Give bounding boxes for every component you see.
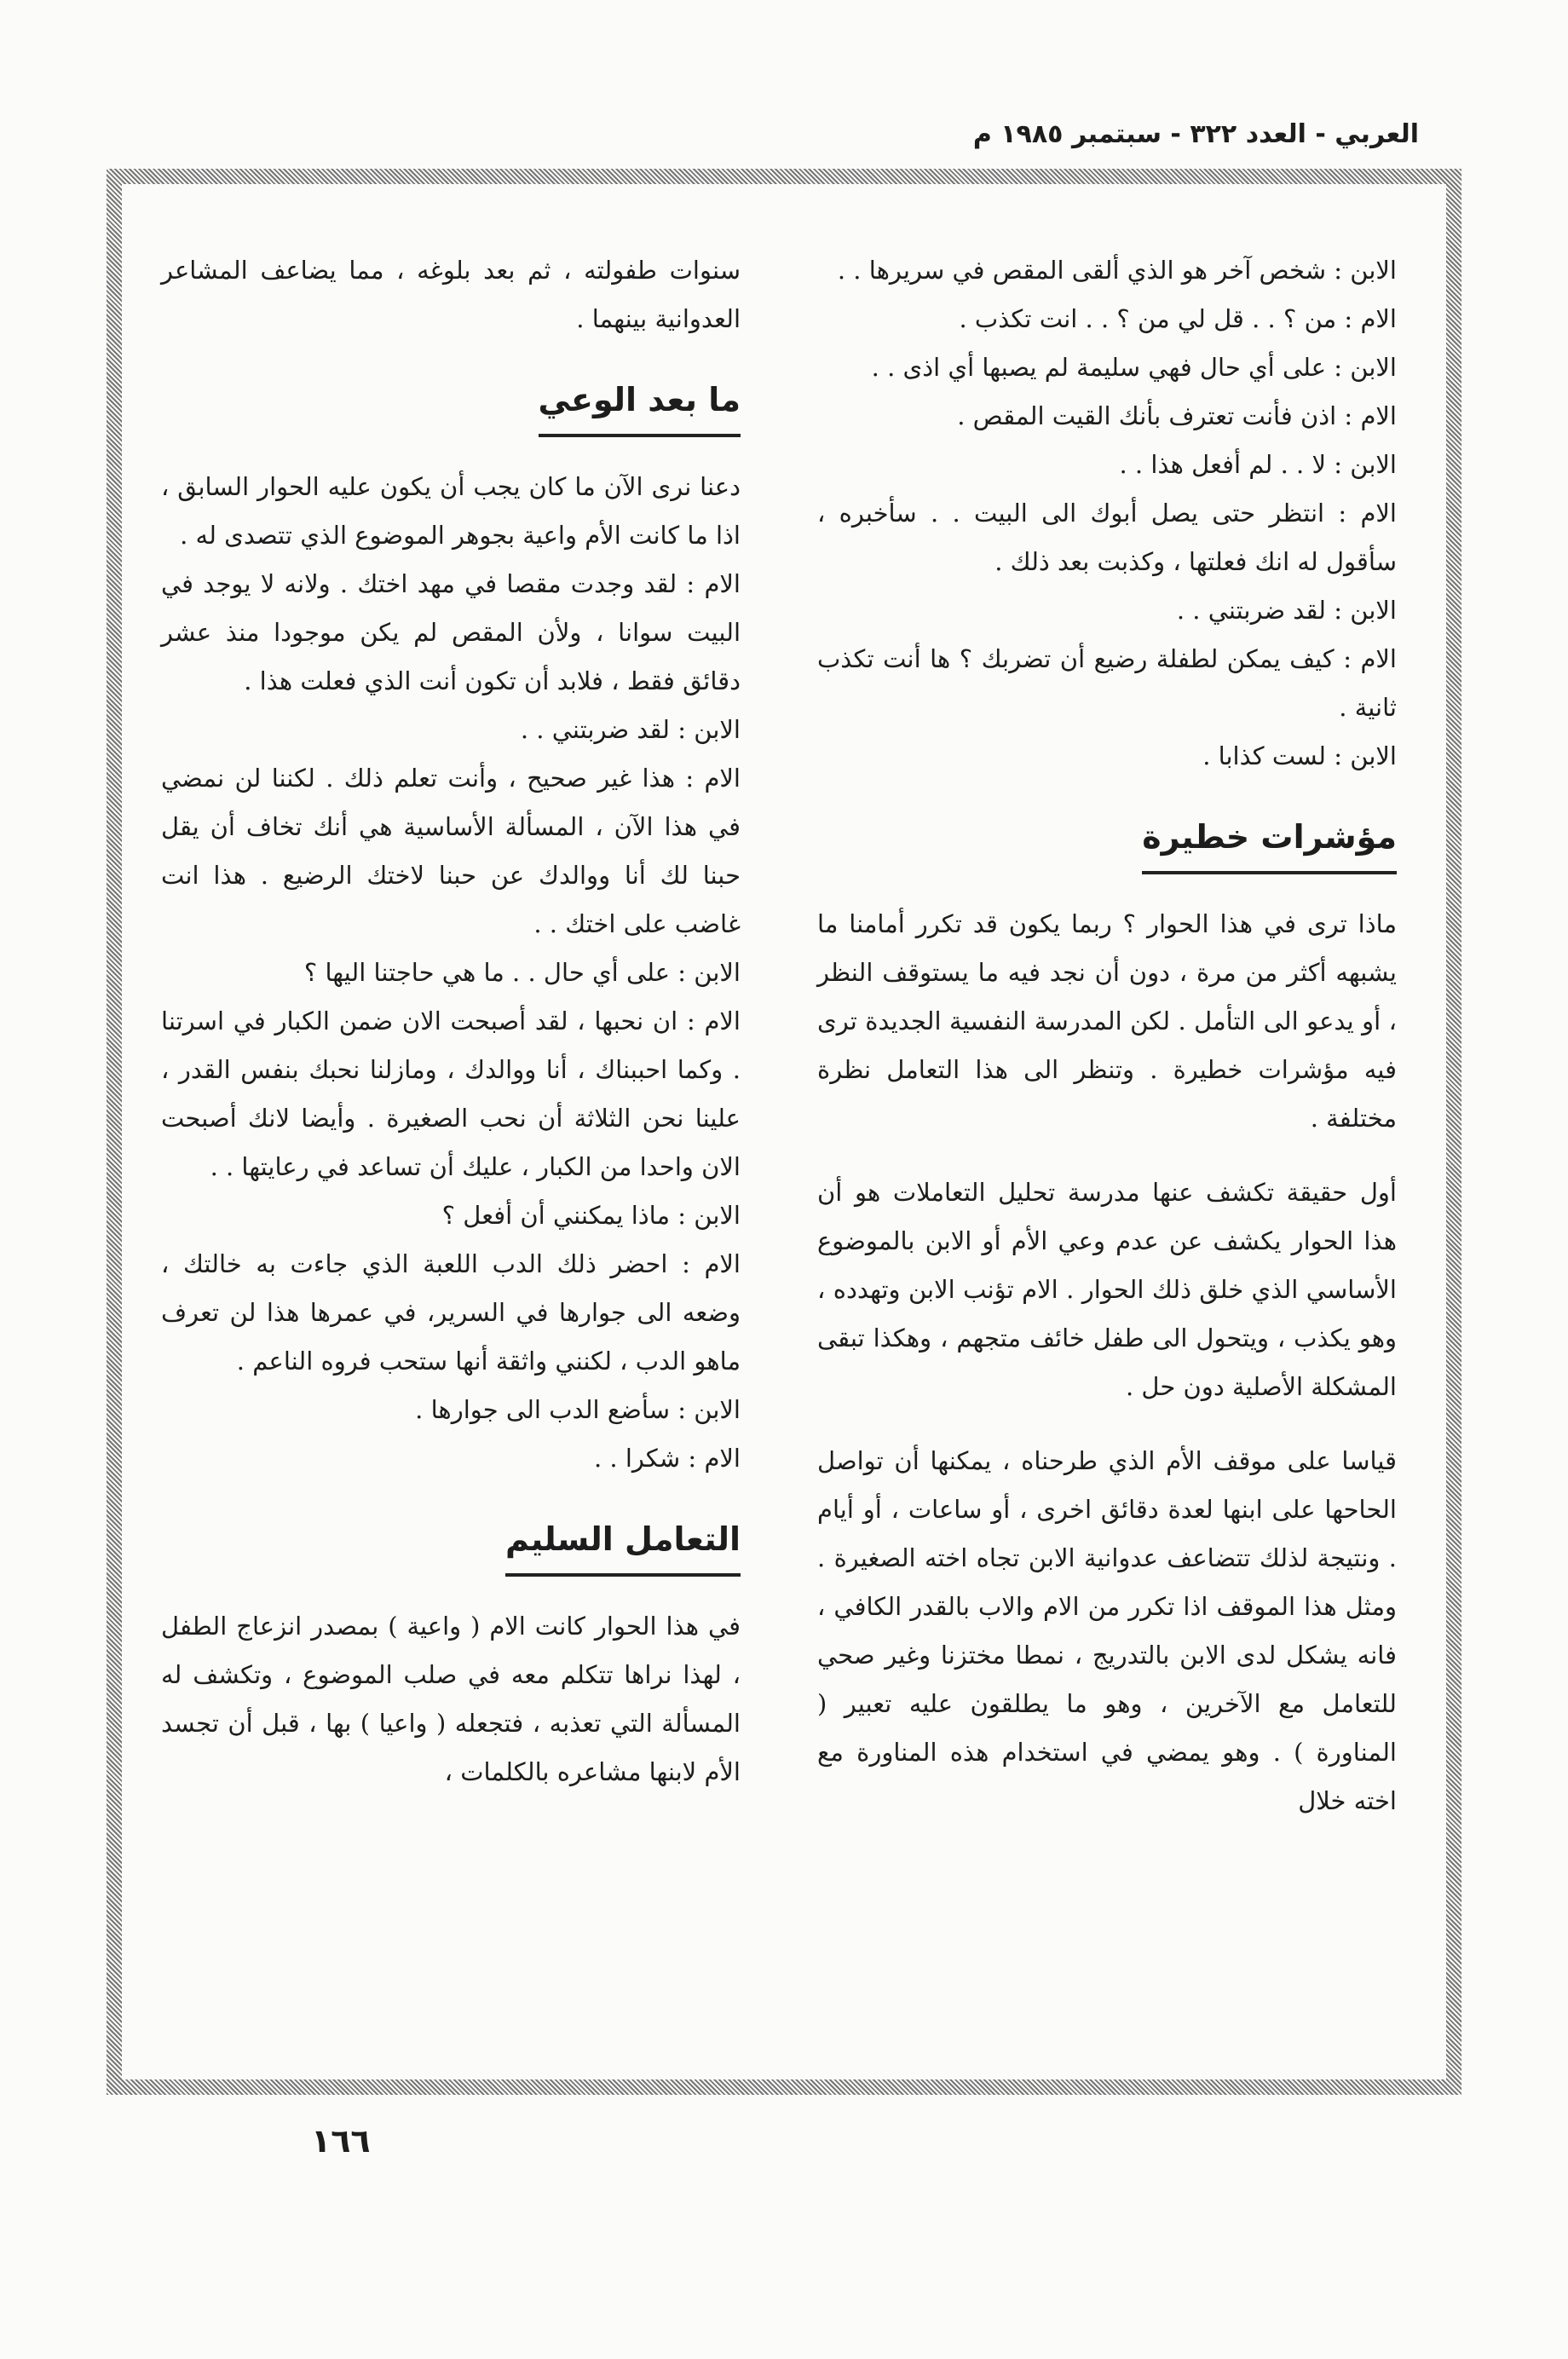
dialog-text: انتظر حتى يصل أبوك الى البيت . . سأخبره ، سأقول له انك فعلتها ، وكذبت بعد ذلك . (817, 499, 1397, 576)
dialog-line: الابن : ماذا يمكنني أن أفعل ؟ (441, 1201, 741, 1230)
running-header: العربي - العدد ٣٢٢ - سبتمبر ١٩٨٥ م (972, 119, 1419, 149)
speaker: الابن (694, 1395, 741, 1424)
speaker: الام (1360, 304, 1397, 333)
speaker: الام (704, 1249, 741, 1278)
dialog-line: الام : اذن فأنت تعترف بأنك القيت المقص . (957, 401, 1397, 430)
dialog-text: لست كذابا . (1202, 741, 1327, 770)
dialog-text: لقد ضربتني . . (1176, 596, 1327, 625)
speaker: الابن (1350, 256, 1397, 285)
speaker: الابن (1350, 596, 1397, 625)
section-heading: التعامل السليم (505, 1517, 741, 1577)
dialog-text: على أي حال فهي سليمة لم يصبها أي اذى . . (871, 353, 1327, 382)
speaker: الام (704, 1444, 741, 1473)
dialog-text: شخص آخر هو الذي ألقى المقص في سريرها . . (837, 256, 1327, 285)
speaker: الام (1360, 644, 1397, 673)
dialog-line: الام : من ؟ . . قل لي من ؟ . . انت تكذب . (959, 304, 1397, 333)
left-column (161, 246, 741, 1797)
dialog-text: كيف يمكن لطفلة رضيع أن تضربك ؟ ها أنت تكذب ثانية . (817, 644, 1397, 722)
section-heading-wrap (161, 1483, 741, 1602)
dialog-text: هذا غير صحيح ، وأنت تعلم ذلك . لكننا لن نمضي في هذا الآن ، المسألة الأساسية هي أنك تخاف أن يقل حبنا لك أنا ووالدك عن حبنا لاختك الرضيع . هذا انت غاضب على اختك . . (161, 764, 741, 938)
dialog-block-top (817, 246, 1397, 781)
dialog-text: من ؟ . . قل لي من ؟ . . انت تكذب . (959, 304, 1337, 333)
dialog-line: الام : شكرا . . (593, 1444, 741, 1473)
section-heading: مؤشرات خطيرة (1142, 815, 1397, 874)
speaker: الابن (1350, 450, 1397, 479)
paragraph: قياسا على موقف الأم الذي طرحناه ، يمكنها أن تواصل الحاحها على ابنها لعدة دقائق اخرى ، أو ساعات ، أو أيام . ونتيجة لذلك تتضاعف عدوانية الابن تجاه اخته الصغيرة . ومثل هذا الموقف اذا تكرر من الام والاب بالقدر الكافي ، فانه يشكل لدى الابن بالتدريج ، نمطا مختزنا وغير صحي للتعامل مع الآخرين ، وهو ما يطلقون عليه تعبير ( المناورة ) . وهو يمضي في استخدام هذه المناورة مع اخته خلال (817, 1446, 1397, 1815)
dialog-line: الابن : على أي حال فهي سليمة لم يصبها أي اذى . . (871, 353, 1397, 382)
dialog-line: الابن : لست كذابا . (1202, 741, 1397, 770)
section-heading-wrap (161, 343, 741, 463)
dialog-text: ماذا يمكنني أن أفعل ؟ (441, 1201, 671, 1230)
speaker: الام (1360, 401, 1397, 430)
dialog-line: الابن : شخص آخر هو الذي ألقى المقص في سريرها . . (837, 256, 1397, 285)
speaker: الام (704, 764, 741, 793)
dialog-line: الام : لقد وجدت مقصا في مهد اختك . ولانه لا يوجد في البيت سوانا ، ولأن المقص لم يكن موجودا منذ عشر دقائق فقط ، فلابد أن تكون أنت الذي فعلت هذا . (161, 569, 741, 695)
paragraph: أول حقيقة تكشف عنها مدرسة تحليل التعاملات هو أن هذا الحوار يكشف عن عدم وعي الأم أو الابن بالموضوع الأساسي الذي خلق ذلك الحوار . الام تؤنب الابن وتهدده ، وهو يكذب ، ويتحول الى طفل خائف متجهم ، وهكذا تبقى المشكلة الأصلية دون حل . (817, 1178, 1397, 1401)
paragraph: دعنا نرى الآن ما كان يجب أن يكون عليه الحوار السابق ، اذا ما كانت الأم واعية بجوهر الموضوع الذي تتصدى له . (161, 472, 741, 550)
dialog-text: سأضع الدب الى جوارها . (415, 1395, 671, 1424)
dialog-line: الام : كيف يمكن لطفلة رضيع أن تضربك ؟ ها أنت تكذب ثانية . (817, 644, 1397, 722)
dialog-line: الابن : لا . . لم أفعل هذا . . (1119, 450, 1397, 479)
dialog-text: احضر ذلك الدب اللعبة الذي جاءت به خالتك ، وضعه الى جوارها في السرير، في عمرها هذا لن تعرف ماهو الدب ، لكنني واثقة أنها ستحب فروه الناعم . (161, 1249, 741, 1376)
article-frame (107, 169, 1461, 2095)
page-number: ١٦٦ (311, 2122, 371, 2160)
speaker: الابن (694, 715, 741, 744)
article-body (137, 199, 1431, 2064)
paragraph: سنوات طفولته ، ثم بعد بلوغه ، مما يضاعف المشاعر العدوانية بينهما . (161, 256, 741, 333)
right-column (817, 246, 1397, 1825)
speaker: الام (704, 1006, 741, 1035)
paragraph: في هذا الحوار كانت الام ( واعية ) بمصدر انزعاج الطفل ، لهذا نراها تتكلم معه في صلب الموضوع ، وتكشف له المسألة التي تعذبه ، فتجعله ( واعيا ) بها ، قبل أن تجسد الأم لابنها مشاعره بالكلمات ، (161, 1612, 741, 1786)
section-heading: ما بعد الوعي (539, 378, 741, 437)
dialog-text: شكرا . . (593, 1444, 681, 1473)
dialog-line: الابن : سأضع الدب الى جوارها . (415, 1395, 741, 1424)
dialog-line: الام : انتظر حتى يصل أبوك الى البيت . . سأخبره ، سأقول له انك فعلتها ، وكذبت بعد ذلك . (817, 499, 1397, 576)
dialog-text: لقد وجدت مقصا في مهد اختك . ولانه لا يوجد في البيت سوانا ، ولأن المقص لم يكن موجودا منذ عشر دقائق فقط ، فلابد أن تكون أنت الذي فعلت هذا . (161, 569, 741, 695)
dialog-text: لا . . لم أفعل هذا . . (1119, 450, 1327, 479)
speaker: الابن (1350, 741, 1397, 770)
dialog-text: اذن فأنت تعترف بأنك القيت المقص . (957, 401, 1337, 430)
dialog-text: على أي حال . . ما هي حاجتنا اليها ؟ (303, 958, 671, 987)
dialog-line: الابن : على أي حال . . ما هي حاجتنا اليها ؟ (303, 958, 741, 987)
dialog-line: الابن : لقد ضربتني . . (1176, 596, 1397, 625)
speaker: الابن (694, 958, 741, 987)
dialog-line: الام : ان نحبها ، لقد أصبحت الان ضمن الكبار في اسرتنا . وكما احببناك ، أنا ووالدك ، ومازلنا نحبك بنفس القدر ، علينا نحن الثلاثة أن نحب الصغيرة . وأيضا لانك أصبحت الان واحدا من الكبار ، عليك أن تساعد في رعايتها . . (161, 1006, 741, 1181)
dialog-text: ان نحبها ، لقد أصبحت الان ضمن الكبار في اسرتنا . وكما احببناك ، أنا ووالدك ، ومازلنا نحبك بنفس القدر ، علينا نحن الثلاثة أن نحب الصغيرة . وأيضا لانك أصبحت الان واحدا من الكبار ، عليك أن تساعد في رعايتها . . (161, 1006, 741, 1181)
dialog-line: الام : هذا غير صحيح ، وأنت تعلم ذلك . لكننا لن نمضي في هذا الآن ، المسألة الأساسية هي أنك تخاف أن يقل حبنا لك أنا ووالدك عن حبنا لاختك الرضيع . هذا انت غاضب على اختك . . (161, 764, 741, 938)
speaker: الام (704, 569, 741, 598)
speaker: الابن (694, 1201, 741, 1230)
dialog-line: الابن : لقد ضربتني . . (520, 715, 741, 744)
speaker: الام (1360, 499, 1397, 528)
dialog-block (161, 560, 741, 1483)
dialog-line: الام : احضر ذلك الدب اللعبة الذي جاءت به خالتك ، وضعه الى جوارها في السرير، في عمرها هذا لن تعرف ماهو الدب ، لكنني واثقة أنها ستحب فروه الناعم . (161, 1249, 741, 1376)
section-heading-wrap (817, 781, 1397, 900)
paragraph: ماذا ترى في هذا الحوار ؟ ربما يكون قد تكرر أمامنا ما يشبهه أكثر من مرة ، دون أن نجد فيه ما يستوقف النظر ، أو يدعو الى التأمل . لكن المدرسة النفسية الجديدة ترى فيه مؤشرات خطيرة . وتنظر الى هذا التعامل نظرة مختلفة . (817, 909, 1397, 1133)
speaker: الابن (1350, 353, 1397, 382)
dialog-text: لقد ضربتني . . (520, 715, 671, 744)
